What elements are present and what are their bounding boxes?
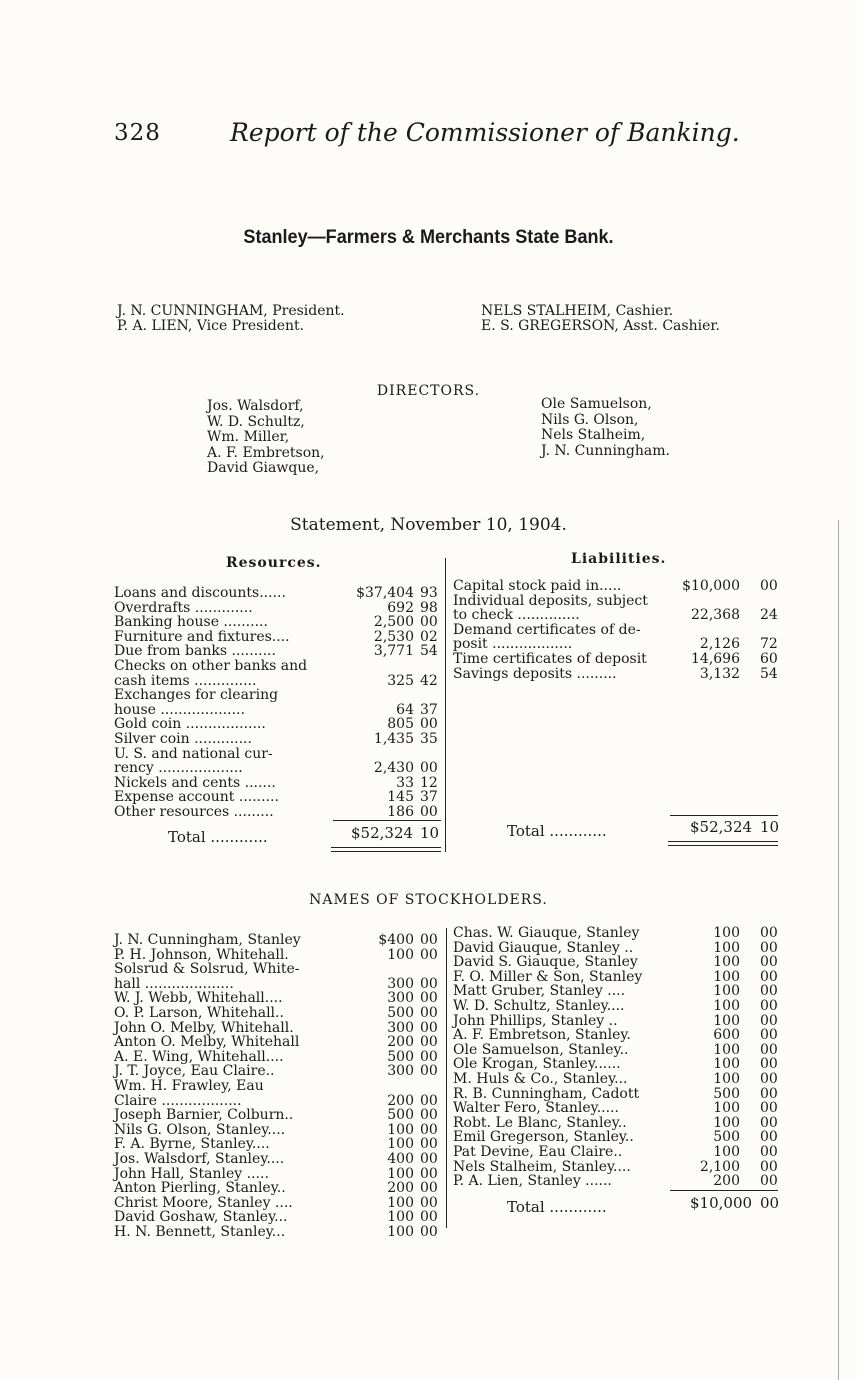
liability-row [453,637,783,652]
row-label: Other resources ......... [114,803,274,820]
officer-vice-president: P. A. LIEN, Vice President. [117,318,305,334]
stockholders-left-table [114,933,444,1239]
row-label: Chas. W. Giauque, Stanley [453,925,640,941]
row-label: David Giauque, Stanley .. [453,939,634,956]
resource-row [114,790,444,805]
running-title: Report of the Commissioner of Banking. [230,118,740,147]
row-cents: 93 [420,585,438,601]
row-dollars: 100 [713,954,740,971]
director-name: J. N. Cunningham. [541,442,670,459]
row-dollars: 100 [387,1121,414,1138]
row-dollars: 100 [713,997,740,1014]
row-cents: 00 [420,975,438,992]
row-label: A. E. Wing, Whitehall.... [114,1048,284,1065]
resource-row [114,659,444,674]
row-label: R. B. Cunningham, Cadott [453,1085,640,1102]
director-name: Nils G. Olson, [541,411,639,428]
row-label: H. N. Bennett, Stanley... [114,1223,286,1240]
row-cents: 37 [420,701,438,718]
row-dollars: 500 [713,1085,740,1102]
row-dollars: 100 [713,1041,740,1058]
liabilities-total-cents: 10 [760,818,780,836]
row-dollars: 692 [387,599,414,616]
row-label: Matt Gruber, Stanley .... [453,983,626,1000]
stockholder-row [453,1087,783,1102]
row-label: M. Huls & Co., Stanley... [453,1070,628,1087]
row-dollars: 145 [387,789,414,806]
stockholder-row [453,1160,783,1175]
stockholders-total-rule [670,1190,778,1191]
row-cents: 00 [420,1223,438,1240]
row-dollars: 100 [713,1070,740,1087]
row-cents: 00 [420,1165,438,1182]
row-label: Due from banks .......... [114,643,276,660]
stockholder-row [453,1116,783,1131]
row-dollars: 100 [387,1209,414,1226]
row-label: Checks on other banks and [114,657,308,674]
row-cents: 00 [420,1136,438,1153]
row-label: John O. Melby, Whitehall. [114,1019,294,1036]
row-dollars: 100 [713,983,740,1000]
row-label: Anton O. Melby, Whitehall [114,1034,300,1051]
stockholder-row [453,1130,783,1145]
resource-row [114,688,444,703]
row-label: Gold coin .................. [114,716,266,733]
row-cents: 37 [420,789,438,806]
row-cents: 00 [760,578,778,594]
row-label: W. D. Schultz, Stanley.... [453,997,625,1014]
stockholder-row [114,977,444,992]
row-label: J. T. Joyce, Eau Claire.. [114,1063,275,1080]
row-dollars: 3,132 [699,665,740,682]
stockholder-row [453,955,783,970]
row-cents: 00 [420,1107,438,1124]
row-dollars: $400 [378,932,414,948]
row-cents: 72 [760,636,778,653]
row-cents: 00 [760,1041,778,1058]
stockholder-row [114,1167,444,1182]
row-cents: 54 [760,665,778,682]
row-label: house ................... [114,701,245,718]
row-dollars: 200 [713,1173,740,1190]
stockholder-row [453,970,783,985]
row-label: Loans and discounts...... [114,585,286,601]
row-label: Walter Fero, Stanley..... [453,1100,619,1117]
row-label: Furniture and fixtures.... [114,628,290,645]
row-dollars: 2,430 [373,760,414,777]
row-dollars: 325 [387,672,414,689]
row-dollars: 300 [387,990,414,1007]
stockholder-row [453,1145,783,1160]
row-dollars: 2,530 [373,628,414,645]
row-label: P. A. Lien, Stanley ...... [453,1173,612,1190]
row-cents: 00 [420,1019,438,1036]
row-dollars: 500 [387,1048,414,1065]
liability-row [453,579,783,594]
row-label: John Hall, Stanley ..... [114,1165,269,1182]
row-label: Joseph Barnier, Colburn.. [114,1107,294,1124]
row-dollars: 500 [387,1004,414,1021]
row-cents: 00 [760,1100,778,1117]
row-dollars: 100 [387,946,414,963]
director-name: Nels Stalheim, [541,427,646,443]
resource-row [114,761,444,776]
row-dollars: 100 [713,925,740,941]
row-cents: 00 [760,925,778,941]
row-cents: 00 [420,1180,438,1197]
row-cents: 00 [420,803,438,820]
stockholder-row [453,941,783,956]
stockholder-row [114,1021,444,1036]
resource-row [114,601,444,616]
stockholder-row [453,1043,783,1058]
stockholder-row [114,962,444,977]
row-dollars: 200 [387,1092,414,1109]
row-dollars: 300 [387,1063,414,1080]
resource-row [114,747,444,762]
stockholder-row [114,948,444,963]
stockholder-row [114,1035,444,1050]
resources-total-dollars: $52,324 [351,824,414,842]
row-label: W. J. Webb, Whitehall.... [114,990,283,1007]
row-label: Emil Gregerson, Stanley.. [453,1129,634,1146]
resource-row [114,776,444,791]
stockholder-row [114,1196,444,1211]
stockholder-row [453,1028,783,1043]
stockholder-row [114,991,444,1006]
row-dollars: 64 [396,701,414,718]
stockholders-heading: NAMES OF STOCKHOLDERS. [309,892,548,908]
row-dollars: 1,435 [373,730,414,747]
liabilities-double-rule [668,845,778,846]
row-cents: 00 [760,1085,778,1102]
stockholder-row [114,1094,444,1109]
liability-row [453,594,783,609]
stockholder-row [114,1225,444,1240]
stockholders-total-label: Total ............ [507,1198,607,1216]
row-cents: 00 [420,1063,438,1080]
row-label: to check .............. [453,607,580,624]
row-label: Ole Krogan, Stanley...... [453,1056,621,1073]
row-cents: 00 [420,1092,438,1109]
stockholders-total-dollars: $10,000 [690,1194,753,1212]
director-name: Jos. Walsdorf, [207,398,304,414]
row-dollars: 22,368 [691,607,740,624]
row-cents: 42 [420,672,438,689]
row-cents: 00 [760,939,778,956]
row-label: Demand certificates of de- [453,621,641,638]
row-cents: 00 [420,614,438,631]
stockholder-row [114,1123,444,1138]
bank-title: Stanley—Farmers & Merchants State Bank. [243,227,614,248]
statement-title: Statement, November 10, 1904. [290,515,567,535]
row-dollars: 100 [387,1136,414,1153]
resources-total-cents: 10 [420,824,440,842]
row-cents: 00 [760,1143,778,1160]
stockholder-row [453,1072,783,1087]
row-cents: 00 [420,1209,438,1226]
row-dollars: 300 [387,975,414,992]
row-label: Time certificates of deposit [453,650,647,667]
row-dollars: 100 [387,1223,414,1240]
stockholders-total-cents: 00 [760,1194,780,1212]
row-label: rency ................... [114,760,243,777]
row-label: Christ Moore, Stanley .... [114,1194,293,1211]
row-label: Claire .................. [114,1092,242,1109]
row-label: F. A. Byrne, Stanley.... [114,1136,270,1153]
stockholder-row [114,1064,444,1079]
directors-right-list [541,397,670,459]
row-dollars: 600 [713,1027,740,1044]
row-dollars: 100 [713,1012,740,1029]
director-name: Wm. Miller, [207,429,290,445]
row-dollars: 100 [713,939,740,956]
row-label: A. F. Embretson, Stanley. [453,1027,631,1044]
liabilities-total-label: Total ............ [507,822,607,840]
liabilities-heading: Liabilities. [571,551,667,567]
row-cents: 00 [420,716,438,733]
resource-row [114,703,444,718]
row-dollars: 500 [387,1107,414,1124]
row-label: hall .................... [114,975,234,992]
resource-row [114,630,444,645]
row-dollars: 33 [396,774,414,791]
resource-row [114,644,444,659]
row-cents: 00 [760,1129,778,1146]
row-label: Pat Devine, Eau Claire.. [453,1143,623,1160]
row-cents: 00 [760,954,778,971]
row-label: Overdrafts ............. [114,599,253,616]
resources-heading: Resources. [226,555,322,571]
row-label: posit .................. [453,636,573,653]
row-label: John Phillips, Stanley .. [453,1012,618,1029]
officer-asst-cashier: E. S. GREGERSON, Asst. Cashier. [481,318,720,334]
row-dollars: 100 [387,1165,414,1182]
row-cents: 12 [420,774,438,791]
liabilities-table [453,579,783,681]
row-label: Individual deposits, subject [453,592,648,609]
row-label: Wm. H. Frawley, Eau [114,1077,264,1094]
stockholders-right-table [453,926,783,1189]
stockholder-row [114,1108,444,1123]
stockholder-row [453,1057,783,1072]
row-cents: 60 [760,650,778,667]
row-label: O. P. Larson, Whitehall.. [114,1004,284,1021]
row-cents: 02 [420,628,438,645]
stockholder-row [114,1152,444,1167]
directors-left-list [207,399,325,477]
row-cents: 00 [420,946,438,963]
resources-double-rule [331,851,441,852]
row-dollars: 100 [387,1194,414,1211]
row-cents: 00 [420,1194,438,1211]
resource-row [114,805,444,820]
row-cents: 98 [420,599,438,616]
resources-table [114,586,444,820]
resources-total-rule [333,820,441,821]
row-label: David Goshaw, Stanley... [114,1209,288,1226]
row-dollars: 200 [387,1180,414,1197]
row-dollars: 100 [713,968,740,985]
officer-cashier: NELS STALHEIM, Cashier. [481,303,674,319]
row-label: F. O. Miller & Son, Stanley [453,968,643,985]
stockholder-row [453,926,783,941]
row-label: U. S. and national cur- [114,745,273,762]
row-cents: 00 [420,760,438,777]
resource-row [114,717,444,732]
liability-row [453,652,783,667]
row-label: Capital stock paid in..... [453,578,622,594]
row-label: Nils G. Olson, Stanley.... [114,1121,286,1138]
row-dollars: $10,000 [682,578,740,594]
row-label: Anton Pierling, Stanley.. [114,1180,286,1197]
resource-row [114,674,444,689]
row-label: Banking house .......... [114,614,268,631]
row-label: Silver coin ............. [114,730,252,747]
row-cents: 00 [420,1034,438,1051]
row-cents: 35 [420,730,438,747]
row-dollars: 400 [387,1150,414,1167]
row-cents: 00 [760,968,778,985]
row-dollars: 2,500 [373,614,414,631]
row-cents: 24 [760,607,778,624]
row-label: Solsrud & Solsrud, White- [114,961,300,978]
liability-row [453,623,783,638]
row-cents: 00 [420,990,438,1007]
stockholder-row [114,1050,444,1065]
stockholder-row [114,1137,444,1152]
row-dollars: 805 [387,716,414,733]
row-cents: 00 [420,1048,438,1065]
row-label: Nickels and cents ....... [114,774,276,791]
director-name: David Giawque, [207,460,320,476]
row-cents: 00 [760,1114,778,1131]
row-dollars: 100 [713,1143,740,1160]
liabilities-total-rule [670,815,778,816]
stockholders-column-divider [446,928,447,1228]
row-dollars: 3,771 [373,643,414,660]
directors-heading: DIRECTORS. [376,383,481,399]
officer-president: J. N. CUNNINGHAM, President. [117,303,345,319]
row-dollars: 100 [713,1114,740,1131]
liability-row [453,608,783,623]
stockholder-row [453,1174,783,1189]
page-edge-line [838,520,839,1380]
row-cents: 00 [760,1012,778,1029]
row-dollars: 500 [713,1129,740,1146]
resources-double-rule [331,847,441,848]
row-label: Ole Samuelson, Stanley.. [453,1041,629,1058]
row-dollars: 200 [387,1034,414,1051]
row-label: Jos. Walsdorf, Stanley.... [114,1150,285,1167]
liability-row [453,667,783,682]
row-label: P. H. Johnson, Whitehall. [114,946,289,963]
stockholder-row [453,1014,783,1029]
row-dollars: 14,696 [691,650,740,667]
stockholder-row [114,1210,444,1225]
row-dollars: 100 [713,1100,740,1117]
row-dollars: 2,100 [699,1158,740,1175]
row-label: Expense account ......... [114,789,279,806]
director-name: Ole Samuelson, [541,396,652,412]
row-cents: 00 [760,997,778,1014]
row-dollars: 2,126 [699,636,740,653]
row-label: Savings deposits ......... [453,665,617,682]
director-name: A. F. Embretson, [207,444,325,461]
stockholder-row [114,933,444,948]
row-dollars: 300 [387,1019,414,1036]
stockholder-row [453,1101,783,1116]
liabilities-total-dollars: $52,324 [690,818,753,836]
row-dollars: 186 [387,803,414,820]
row-label: Robt. Le Blanc, Stanley.. [453,1114,627,1131]
page-number: 328 [114,120,161,146]
row-dollars: $37,404 [356,585,414,601]
resource-row [114,615,444,630]
statement-column-divider [445,558,446,852]
stockholder-row [453,999,783,1014]
row-cents: 00 [760,1173,778,1190]
row-cents: 00 [420,1150,438,1167]
resource-row [114,732,444,747]
row-cents: 00 [420,932,438,948]
row-cents: 00 [760,983,778,1000]
row-cents: 00 [760,1158,778,1175]
row-cents: 00 [420,1004,438,1021]
director-name: W. D. Schultz, [207,413,305,430]
resource-row [114,586,444,601]
stockholder-row [114,1181,444,1196]
stockholder-row [114,1079,444,1094]
row-label: cash items .............. [114,672,257,689]
stockholder-row [114,1006,444,1021]
row-label: Exchanges for clearing [114,687,279,704]
liabilities-double-rule [668,841,778,842]
row-label: David S. Giauque, Stanley [453,954,638,971]
row-cents: 00 [760,1070,778,1087]
row-label: Nels Stalheim, Stanley.... [453,1158,631,1175]
resources-total-label: Total ............ [168,828,268,846]
stockholder-row [453,984,783,999]
row-label: J. N. Cunningham, Stanley [114,932,301,948]
row-dollars: 100 [713,1056,740,1073]
row-cents: 54 [420,643,438,660]
row-cents: 00 [760,1056,778,1073]
row-cents: 00 [420,1121,438,1138]
row-cents: 00 [760,1027,778,1044]
